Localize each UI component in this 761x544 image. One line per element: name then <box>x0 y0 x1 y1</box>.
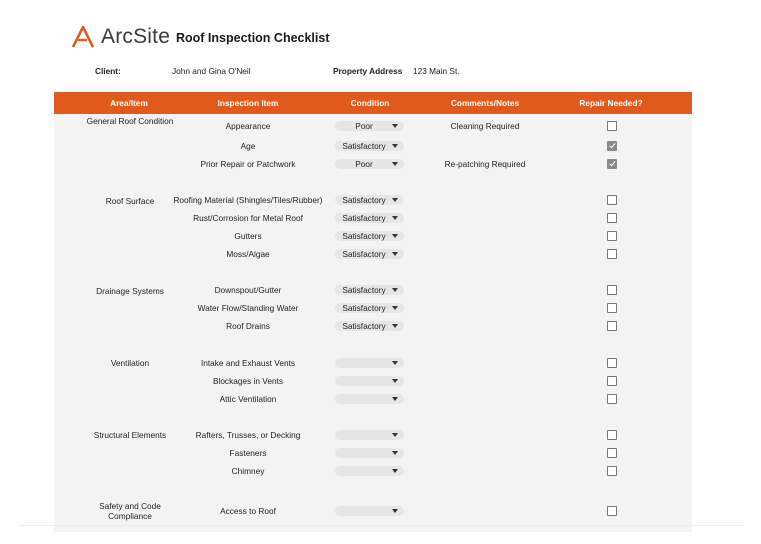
header-inspection-item: Inspection Item <box>217 98 279 108</box>
inspection-item: Access to Roof <box>220 506 276 516</box>
chevron-down-icon <box>392 198 398 202</box>
inspection-item: Roof Drains <box>226 321 270 331</box>
table-row <box>54 462 692 480</box>
header-comments: Comments/Notes <box>450 98 520 108</box>
repair-needed-checkbox[interactable] <box>607 141 617 151</box>
condition-select[interactable] <box>335 394 404 404</box>
repair-needed-checkbox[interactable] <box>607 213 617 223</box>
chevron-down-icon <box>392 288 398 292</box>
inspection-item: Roofing Material (Shingles/Tiles/Rubber) <box>173 195 323 205</box>
repair-needed-checkbox[interactable] <box>607 448 617 458</box>
chevron-down-icon <box>392 216 398 220</box>
inspection-item: Chimney <box>231 466 265 476</box>
condition-select[interactable] <box>335 448 404 458</box>
area-drainage-systems: Drainage Systems <box>96 286 164 296</box>
arcsite-logo <box>72 25 170 49</box>
condition-select[interactable] <box>335 231 404 241</box>
condition-value: Satisfactory <box>342 303 386 313</box>
condition-select[interactable] <box>335 430 404 440</box>
condition-select[interactable] <box>335 141 404 151</box>
comment-note: Cleaning Required <box>450 121 520 131</box>
condition-select[interactable] <box>335 159 404 169</box>
chevron-down-icon <box>392 469 398 473</box>
chevron-down-icon <box>392 234 398 238</box>
condition-select[interactable] <box>335 376 404 386</box>
chevron-down-icon <box>392 144 398 148</box>
condition-select[interactable] <box>335 321 404 331</box>
inspection-item: Prior Repair or Patchwork <box>200 159 296 169</box>
brand-name: ArcSite <box>101 25 171 48</box>
table-row <box>54 299 692 317</box>
header-area: Area/Item <box>110 98 148 108</box>
inspection-item: Age <box>240 141 256 151</box>
repair-needed-checkbox[interactable] <box>607 121 617 131</box>
chevron-down-icon <box>392 306 398 310</box>
table-header <box>54 92 692 114</box>
condition-select[interactable] <box>335 303 404 313</box>
condition-value: Satisfactory <box>342 213 386 223</box>
repair-needed-checkbox[interactable] <box>607 195 617 205</box>
address-value: 123 Main St. <box>413 66 460 76</box>
repair-needed-checkbox[interactable] <box>607 249 617 259</box>
repair-needed-checkbox[interactable] <box>607 376 617 386</box>
area-general-roof-condition: General Roof Condition <box>86 116 174 126</box>
checkmark-icon <box>609 160 615 167</box>
inspection-item: Water Flow/Standing Water <box>197 303 299 313</box>
table-row <box>54 117 692 135</box>
condition-value: Satisfactory <box>342 321 386 331</box>
inspection-item: Fasteners <box>229 448 267 458</box>
table-row <box>54 209 692 227</box>
area-safety-code-compliance: Safety and Code Compliance <box>99 501 161 521</box>
condition-value <box>335 394 393 404</box>
chevron-down-icon <box>392 124 398 128</box>
table-row <box>54 390 692 408</box>
chevron-down-icon <box>392 361 398 365</box>
table-row <box>54 137 692 155</box>
area-structural-elements: Structural Elements <box>93 430 167 440</box>
header-repair-needed: Repair Needed? <box>579 98 643 108</box>
condition-value: Poor <box>355 159 373 169</box>
table-row <box>54 502 692 520</box>
repair-needed-checkbox[interactable] <box>607 159 617 169</box>
condition-value: Satisfactory <box>342 141 386 151</box>
table-row <box>54 372 692 390</box>
chevron-down-icon <box>392 324 398 328</box>
inspection-item: Blockages in Vents <box>212 376 284 386</box>
condition-value <box>335 506 393 516</box>
condition-value <box>335 448 393 458</box>
page-divider <box>18 525 744 526</box>
condition-value: Poor <box>355 121 373 131</box>
chevron-down-icon <box>392 509 398 513</box>
address-label: Property Address <box>333 66 403 76</box>
inspection-item: Appearance <box>225 121 271 131</box>
inspection-item: Intake and Exhaust Vents <box>200 358 296 368</box>
comment-note: Re-patching Required <box>444 159 526 169</box>
chevron-down-icon <box>392 433 398 437</box>
table-row <box>54 281 692 299</box>
chevron-down-icon <box>392 162 398 166</box>
condition-value: Satisfactory <box>342 195 386 205</box>
repair-needed-checkbox[interactable] <box>607 321 617 331</box>
area-ventilation: Ventilation <box>110 358 150 368</box>
repair-needed-checkbox[interactable] <box>607 430 617 440</box>
inspection-item: Gutters <box>234 231 262 241</box>
condition-select[interactable] <box>335 358 404 368</box>
inspection-item: Downspout/Gutter <box>214 285 282 295</box>
repair-needed-checkbox[interactable] <box>607 285 617 295</box>
checklist-table <box>54 92 692 532</box>
condition-value <box>335 376 393 386</box>
table-row <box>54 191 692 209</box>
inspection-item: Rafters, Trusses, or Decking <box>195 430 301 440</box>
inspection-item: Rust/Corrosion for Metal Roof <box>193 213 303 223</box>
table-row <box>54 426 692 444</box>
condition-value: Satisfactory <box>342 249 386 259</box>
condition-select[interactable] <box>335 466 404 476</box>
repair-needed-checkbox[interactable] <box>607 303 617 313</box>
condition-select[interactable] <box>335 249 404 259</box>
chevron-down-icon <box>392 252 398 256</box>
condition-value <box>335 466 393 476</box>
chevron-down-icon <box>392 379 398 383</box>
header-condition: Condition <box>350 98 390 108</box>
condition-select[interactable] <box>335 213 404 223</box>
table-row <box>54 227 692 245</box>
table-row <box>54 444 692 462</box>
table-row <box>54 245 692 263</box>
client-value: John and Gina O'Neil <box>172 66 251 76</box>
inspection-item: Attic Ventilation <box>219 394 277 404</box>
chevron-down-icon <box>392 451 398 455</box>
repair-needed-checkbox[interactable] <box>607 358 617 368</box>
client-label: Client: <box>95 66 121 76</box>
inspection-item: Moss/Algae <box>226 249 270 259</box>
condition-select[interactable] <box>335 506 404 516</box>
table-row <box>54 155 692 173</box>
arcsite-logo-icon <box>72 26 94 48</box>
chevron-down-icon <box>392 397 398 401</box>
condition-select[interactable] <box>335 195 404 205</box>
repair-needed-checkbox[interactable] <box>607 231 617 241</box>
repair-needed-checkbox[interactable] <box>607 506 617 516</box>
condition-select[interactable] <box>335 285 404 295</box>
condition-value: Satisfactory <box>342 231 386 241</box>
condition-value <box>335 430 393 440</box>
condition-value: Satisfactory <box>342 285 386 295</box>
area-roof-surface: Roof Surface <box>105 196 155 206</box>
repair-needed-checkbox[interactable] <box>607 466 617 476</box>
table-row <box>54 354 692 372</box>
repair-needed-checkbox[interactable] <box>607 394 617 404</box>
condition-select[interactable] <box>335 121 404 131</box>
document-title: Roof Inspection Checklist <box>176 31 330 45</box>
condition-value <box>335 358 393 368</box>
checkmark-icon <box>609 142 615 149</box>
table-row <box>54 317 692 335</box>
